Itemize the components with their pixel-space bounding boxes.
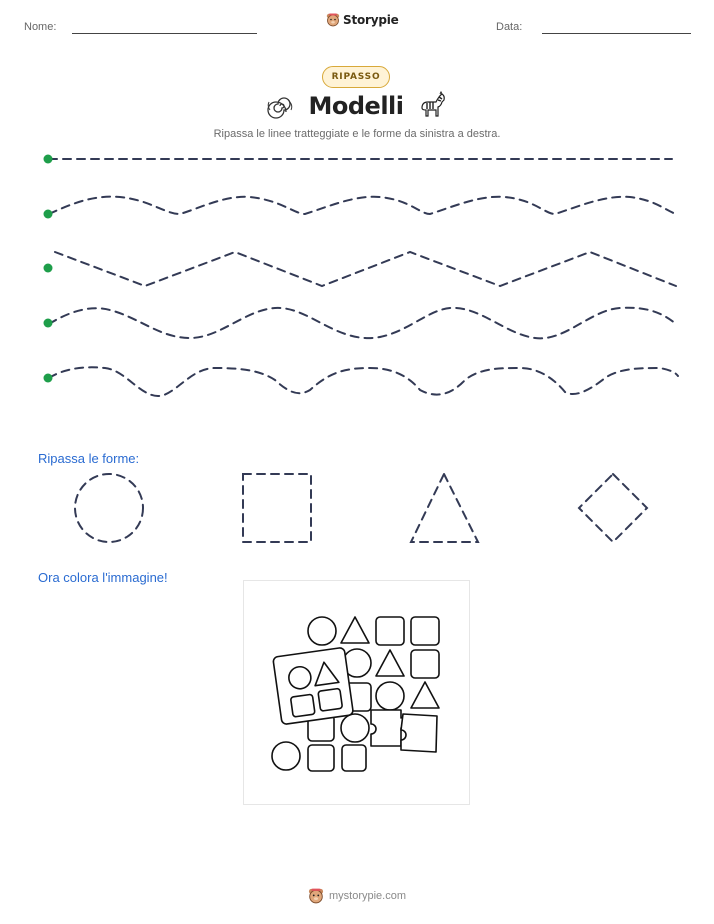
name-label: Nome: (24, 21, 57, 33)
triangle-shape (411, 474, 478, 542)
start-dot (44, 319, 53, 328)
start-dot (44, 155, 53, 164)
coloring-picture (243, 580, 470, 805)
brand-name: Storypie (343, 13, 399, 27)
zebra-icon (418, 92, 448, 120)
start-dot (44, 374, 53, 383)
footer-url[interactable]: mystorypie.com (328, 890, 407, 902)
instructions: Ripassa le linee tratteggiate e le forme da sinistra a destra. (213, 128, 501, 140)
tracing-lines (0, 140, 714, 400)
footer (0, 888, 714, 904)
tracing-line-wave (49, 308, 676, 339)
review-badge: RIPASSO (322, 66, 390, 88)
date-label: Data: (496, 21, 523, 33)
page-title-text: Modelli (308, 92, 404, 120)
tracing-shapes (0, 470, 714, 550)
shapes-section-label: Ripassa le forme: (38, 451, 140, 466)
tracing-line-scallop (49, 197, 676, 214)
date-line[interactable] (542, 33, 691, 34)
spiral-galaxy-icon (266, 93, 294, 119)
tracing-line-zigzag (55, 252, 676, 286)
diamond-shape (579, 474, 647, 542)
brand-logo (326, 13, 399, 27)
circle-shape (75, 474, 143, 542)
square-shape (243, 474, 311, 542)
name-line[interactable] (72, 33, 257, 34)
bear-mascot-icon (326, 13, 340, 27)
bear-mascot-icon (308, 888, 324, 904)
start-dot (44, 264, 53, 273)
page-title (0, 92, 714, 125)
start-dot (44, 210, 53, 219)
coloring-section-label: Ora colora l'immagine! (38, 570, 168, 585)
tracing-line-bumps (49, 367, 678, 396)
